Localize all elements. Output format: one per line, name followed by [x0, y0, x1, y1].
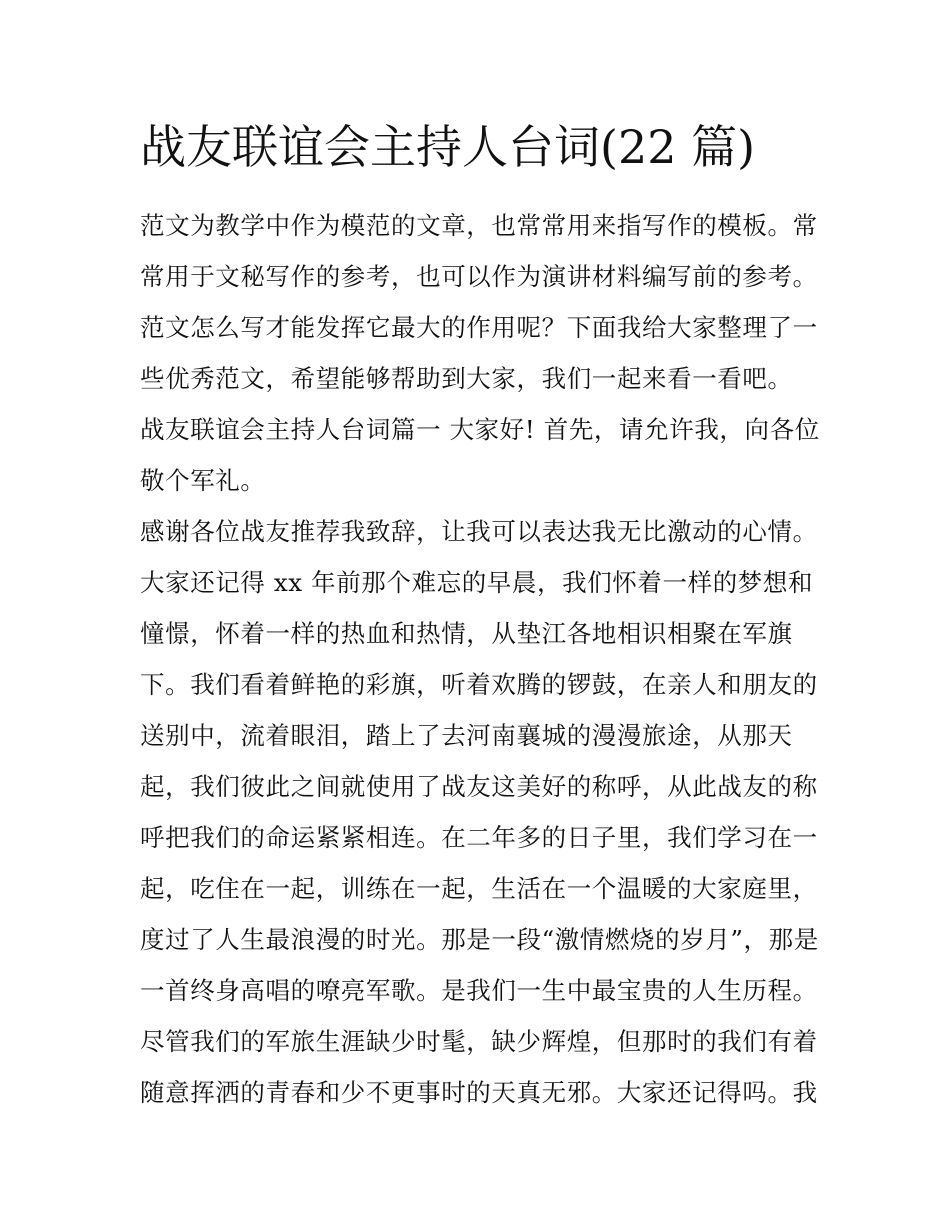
- body-line: 尽管我们的军旅生涯缺少时髦，缺少辉煌，但那时的我们有着: [140, 1027, 818, 1056]
- body-line: 些优秀范文，希望能够帮助到大家，我们一起来看一看吧。: [140, 364, 793, 393]
- body-line: 起，吃住在一起，训练在一起，生活在一个温暖的大家庭里，: [140, 874, 818, 903]
- document-body: [140, 200, 820, 1118]
- body-line: 感谢各位战友推荐我致辞，让我可以表达我无比激动的心情。: [140, 517, 818, 546]
- body-line: 随意挥洒的青春和少不更事时的天真无邪。大家还记得吗。我: [140, 1078, 818, 1107]
- body-line: 敬个军礼。: [140, 466, 266, 495]
- document-title: 战友联谊会主持人台词(22 篇): [140, 120, 756, 174]
- body-line: 起，我们彼此之间就使用了战友这美好的称呼，从此战友的称: [140, 772, 818, 801]
- body-line: 范文怎么写才能发挥它最大的作用呢？下面我给大家整理了一: [140, 313, 818, 342]
- body-line: 度过了人生最浪漫的时光。那是一段“激情燃烧的岁月”，那是: [140, 925, 819, 954]
- body-line: 下。我们看着鲜艳的彩旗，听着欢腾的锣鼓，在亲人和朋友的: [140, 670, 818, 699]
- body-line: 憧憬，怀着一样的热血和热情，从垫江各地相识相聚在军旗: [140, 619, 793, 648]
- body-line: 送别中，流着眼泪，踏上了去河南襄城的漫漫旅途，从那天: [140, 721, 793, 750]
- body-line: 常用于文秘写作的参考，也可以作为演讲材料编写前的参考。: [140, 262, 818, 291]
- body-line: 战友联谊会主持人台词篇一 大家好! 首先，请允许我，向各位: [140, 415, 820, 444]
- body-line: 范文为教学中作为模范的文章，也常常用来指写作的模板。常: [140, 211, 818, 240]
- body-line: 大家还记得 xx 年前那个难忘的早晨，我们怀着一样的梦想和: [140, 568, 814, 597]
- body-line: 呼把我们的命运紧紧相连。在二年多的日子里，我们学习在一: [140, 823, 818, 852]
- body-line: 一首终身高唱的嘹亮军歌。是我们一生中最宝贵的人生历程。: [140, 976, 818, 1005]
